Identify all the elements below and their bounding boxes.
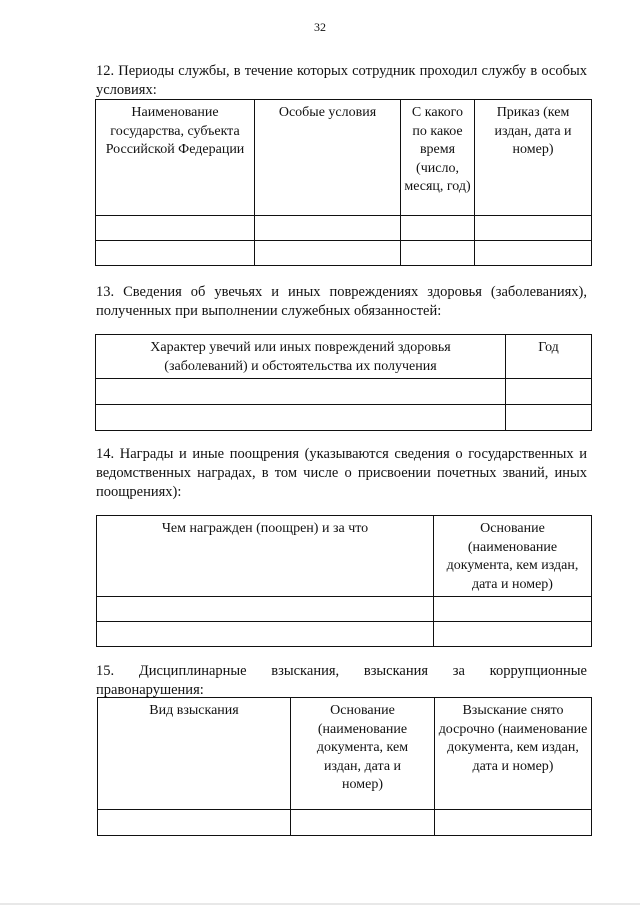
section-14-heading: 14. Награды и иные поощрения (указываются сведения о государственных и ведомственных наградах, в том числе о присвоении почетных званий, иных поощрениях): bbox=[96, 446, 587, 500]
section-14-table bbox=[96, 515, 592, 647]
section-12-heading: 12. Периоды службы, в течение которых сотрудник проходил службу в особых условиях: bbox=[96, 63, 587, 98]
column-header-special-conditions: Особые условия bbox=[255, 100, 401, 216]
table-cell[interactable] bbox=[434, 597, 592, 622]
column-header-state: Наименование государства, субъекта Российской Федерации bbox=[96, 100, 255, 216]
section-15-table bbox=[97, 697, 592, 836]
column-header-award: Чем награжден (поощрен) и за что bbox=[97, 516, 434, 597]
table-cell[interactable] bbox=[506, 379, 592, 405]
table-cell[interactable] bbox=[291, 810, 435, 836]
section-12-table bbox=[95, 99, 592, 266]
table-cell[interactable] bbox=[96, 405, 506, 431]
table-cell[interactable] bbox=[434, 622, 592, 647]
table-cell[interactable] bbox=[96, 241, 255, 266]
column-header-basis: Основание (наименование документа, кем издан, дата и номер) bbox=[434, 516, 592, 597]
table-cell[interactable] bbox=[435, 810, 592, 836]
table-cell[interactable] bbox=[401, 216, 475, 241]
table-cell[interactable] bbox=[96, 216, 255, 241]
column-header-period: С какого по какое время (число, месяц, год) bbox=[401, 100, 475, 216]
column-header-penalty-type: Вид взыскания bbox=[98, 698, 291, 810]
section-15-heading: 15. Дисциплинарные взыскания, взыскания за коррупционные правонарушения: bbox=[96, 663, 587, 698]
table-cell[interactable] bbox=[401, 241, 475, 266]
column-header-year: Год bbox=[506, 335, 592, 379]
table-cell[interactable] bbox=[97, 597, 434, 622]
table-cell[interactable] bbox=[255, 241, 401, 266]
table-cell[interactable] bbox=[98, 810, 291, 836]
column-header-order: Приказ (кем издан, дата и номер) bbox=[475, 100, 592, 216]
table-cell[interactable] bbox=[96, 379, 506, 405]
column-header-injury: Характер увечий или иных повреждений здоровья (заболеваний) и обстоятельства их получения bbox=[96, 335, 506, 379]
table-cell[interactable] bbox=[475, 216, 592, 241]
column-header-penalty-basis: Основание (наименование документа, кем издан, дата и номер) bbox=[291, 698, 435, 810]
section-13-heading: 13. Сведения об увечьях и иных повреждениях здоровья (заболеваниях), полученных при выполнении служебных обязанностей: bbox=[96, 284, 587, 319]
section-13-table bbox=[95, 334, 592, 431]
table-cell[interactable] bbox=[475, 241, 592, 266]
column-header-penalty-removed: Взыскание снято досрочно (наименование документа, кем издан, дата и номер) bbox=[435, 698, 592, 810]
table-cell[interactable] bbox=[255, 216, 401, 241]
table-cell[interactable] bbox=[506, 405, 592, 431]
table-cell[interactable] bbox=[97, 622, 434, 647]
page-number: 32 bbox=[314, 20, 326, 34]
